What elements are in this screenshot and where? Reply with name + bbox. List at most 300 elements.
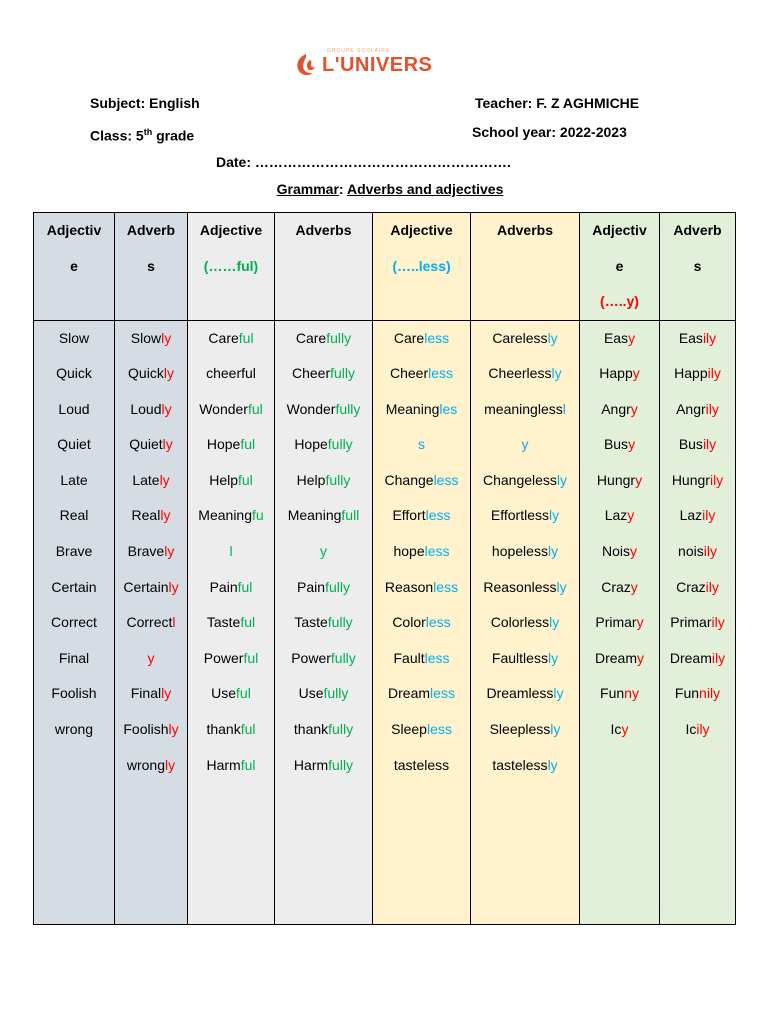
word-stem: Eas: [678, 329, 703, 346]
word-entry: [115, 605, 187, 641]
word-stem: thank: [206, 721, 241, 738]
word-suffix: ful: [240, 756, 256, 773]
word-stem: Final: [130, 685, 162, 702]
column-header-text: Adverb: [126, 222, 176, 238]
word-entry: [471, 641, 579, 677]
column-header-text: e: [615, 257, 624, 274]
word-stem: Harm: [206, 756, 241, 773]
class-prefix: Class: 5: [90, 127, 144, 144]
word-suffix: ny: [624, 685, 639, 702]
word-suffix: ful: [236, 685, 251, 702]
word-entry: [188, 356, 274, 392]
word-entry: [660, 641, 735, 677]
word-stem: Power: [291, 649, 331, 666]
word-entry: [34, 712, 114, 748]
word-suffix: y: [632, 365, 640, 382]
word-suffix: y: [628, 436, 636, 453]
word-suffix: less: [433, 578, 459, 595]
word-entry: [580, 321, 659, 357]
column-header-text: Adjectiv: [46, 222, 102, 238]
word-suffix: ful: [243, 649, 259, 666]
word-suffix: ly: [165, 756, 176, 773]
word-suffix: ful: [237, 578, 253, 595]
word-suffix: y: [521, 436, 529, 453]
word-entry: [580, 534, 659, 570]
word-suffix: ily: [707, 365, 721, 382]
word-suffix: ly: [547, 756, 558, 773]
word-entry: [275, 676, 372, 712]
word-entry: [115, 570, 187, 606]
word-stem: hope: [393, 543, 425, 560]
word-entry: [471, 356, 579, 392]
word-entry: [373, 463, 470, 499]
word-stem: tasteless: [393, 756, 450, 773]
word-suffix: ily: [705, 578, 719, 595]
word-stem: Real: [59, 507, 89, 524]
word-stem: Help: [296, 471, 326, 488]
class-suffix: grade: [152, 127, 195, 144]
word-column-6: [471, 320, 580, 925]
word-entry: [471, 570, 579, 606]
word-entry: [34, 392, 114, 428]
word-stem: Careless: [492, 329, 548, 346]
word-entry: [660, 498, 735, 534]
grammar-topic: Adverbs and adjectives: [346, 181, 504, 197]
word-entry: [34, 498, 114, 534]
class-superscript: th: [143, 127, 153, 137]
word-suffix: l: [229, 543, 233, 560]
word-entry: [115, 748, 187, 784]
word-column-3: [188, 320, 275, 925]
word-stem: Hope: [294, 436, 328, 453]
brand-name: L'UNIVERS: [322, 54, 433, 76]
word-stem: Taste: [294, 614, 328, 631]
word-suffix: y: [627, 507, 635, 524]
word-stem: Hungr: [671, 471, 710, 488]
title-colon: :: [338, 181, 347, 197]
word-stem: Nois: [601, 543, 630, 560]
word-stem: Quick: [128, 365, 164, 382]
word-stem: Correct: [126, 614, 173, 631]
word-entry: [275, 463, 372, 499]
word-stem: Slow: [130, 329, 162, 346]
word-stem: Meaning: [198, 507, 252, 524]
column-header-text: Adjective: [199, 222, 263, 238]
word-entry: [580, 427, 659, 463]
word-suffix: less: [424, 649, 450, 666]
word-entry: [660, 356, 735, 392]
word-stem: Dream: [388, 685, 431, 702]
word-suffix: fully: [328, 721, 354, 738]
word-suffix: fully: [330, 365, 356, 382]
word-suffix: ly: [161, 685, 172, 702]
word-column-4: [275, 320, 373, 925]
word-entry: [275, 641, 372, 677]
word-stem: wrong: [126, 756, 165, 773]
word-entry: [660, 321, 735, 357]
word-stem: Loud: [58, 400, 90, 417]
word-entry: [275, 712, 372, 748]
word-entry: [580, 463, 659, 499]
word-suffix: less: [425, 507, 451, 524]
flame-logo-icon: [291, 51, 321, 79]
word-suffix: fully: [323, 685, 349, 702]
word-entry: [471, 427, 579, 463]
word-stem: Reasonless: [483, 578, 557, 595]
word-stem: Harm: [293, 756, 329, 773]
column-header-text: Adverbs: [496, 222, 554, 238]
word-entry: [580, 392, 659, 428]
word-stem: Care: [393, 329, 425, 346]
word-entry: [471, 321, 579, 357]
word-entry: [275, 534, 372, 570]
column-header-text: Adverbs: [295, 222, 352, 238]
word-stem: wrong: [54, 721, 94, 738]
word-suffix: ly: [159, 471, 170, 488]
word-suffix: y: [630, 578, 638, 595]
word-stem: Brave: [55, 543, 93, 560]
word-entry: [471, 498, 579, 534]
word-suffix: full: [341, 507, 360, 524]
word-stem: Power: [203, 649, 244, 666]
word-stem: Quiet: [129, 436, 163, 453]
word-suffix: y: [628, 329, 636, 346]
word-entry: [373, 498, 470, 534]
word-suffix: less: [433, 471, 459, 488]
word-stem: Fun: [674, 685, 700, 702]
word-suffix: ly: [551, 365, 562, 382]
word-entry: [188, 463, 274, 499]
column-header-7: [580, 213, 660, 321]
word-stem: Hope: [206, 436, 241, 453]
word-entry: [34, 605, 114, 641]
word-entry: [115, 356, 187, 392]
word-stem: Certain: [51, 578, 97, 595]
word-suffix: fully: [325, 578, 350, 595]
word-stem: Ic: [610, 721, 622, 738]
word-suffix: less: [426, 721, 452, 738]
column-header-3: [188, 213, 275, 321]
word-stem: Primar: [670, 614, 712, 631]
word-suffix: y: [630, 400, 638, 417]
word-suffix: ly: [556, 471, 568, 488]
word-entry: [471, 463, 579, 499]
word-entry: [34, 641, 114, 677]
word-suffix: ly: [547, 543, 559, 560]
word-stem: Fun: [600, 685, 625, 702]
word-entry: [373, 392, 470, 428]
word-entry: [115, 498, 187, 534]
word-stem: Craz: [601, 578, 631, 595]
word-entry: [275, 605, 372, 641]
word-suffix: ful: [238, 471, 253, 488]
word-entry: [34, 427, 114, 463]
word-stem: Quiet: [57, 436, 91, 453]
word-stem: cheerful: [206, 365, 256, 382]
word-entry: [373, 427, 470, 463]
word-stem: Meaning: [385, 400, 440, 417]
word-stem: thank: [293, 721, 329, 738]
word-entry: [471, 712, 579, 748]
word-entry: [580, 498, 659, 534]
word-entry: [34, 356, 114, 392]
word-suffix: ly: [168, 578, 179, 595]
word-stem: Real: [131, 507, 161, 524]
word-suffix: less: [428, 365, 454, 382]
word-suffix: ly: [550, 721, 561, 738]
word-entry: [373, 605, 470, 641]
word-entry: [275, 498, 372, 534]
word-suffix: ly: [547, 329, 558, 346]
teacher-line: Teacher: F. Z AGHMICHE: [475, 95, 640, 111]
word-entry: [660, 392, 735, 428]
word-suffix: ly: [162, 436, 173, 453]
word-entry: [660, 427, 735, 463]
word-stem: Use: [298, 685, 324, 702]
word-column-2: [115, 320, 188, 925]
date-line: Date: ……………………………………………….: [216, 154, 511, 170]
word-suffix: ly: [549, 614, 560, 631]
word-entry: [115, 534, 187, 570]
word-stem: Primar: [595, 614, 637, 631]
grammar-title: [0, 181, 768, 197]
word-stem: Pain: [209, 578, 238, 595]
word-suffix: ly: [547, 649, 559, 666]
word-suffix: less: [430, 685, 455, 702]
word-stem: Dreamless: [486, 685, 554, 702]
word-stem: Sleep: [391, 721, 427, 738]
word-stem: Change: [384, 471, 434, 488]
column-suffix-note: (……ful): [203, 257, 259, 274]
brand-subtitle: GROUPE SCOLAIRE: [327, 48, 391, 54]
word-suffix: ly: [163, 365, 174, 382]
word-entry: [188, 712, 274, 748]
word-stem: Sleepless: [489, 721, 551, 738]
word-suffix: ly: [160, 507, 171, 524]
word-suffix: ly: [168, 721, 179, 738]
word-suffix: ly: [161, 329, 172, 346]
word-entry: [34, 534, 114, 570]
word-suffix: fully: [326, 329, 352, 346]
word-suffix: ful: [240, 436, 256, 453]
word-entry: [373, 321, 470, 357]
word-entry: [660, 605, 735, 641]
word-suffix: ly: [556, 578, 567, 595]
word-entry: [275, 570, 372, 606]
word-suffix: s: [418, 436, 425, 453]
word-suffix: fully: [325, 471, 351, 488]
word-suffix: ly: [548, 507, 560, 524]
word-suffix: ily: [702, 507, 716, 524]
word-suffix: ily: [702, 436, 717, 453]
school-year-line: School year: 2022-2023: [472, 124, 627, 140]
column-header-2: [115, 213, 188, 321]
word-entry: [373, 748, 470, 784]
word-stem: Dream: [669, 649, 712, 666]
word-entry: [471, 676, 579, 712]
word-suffix: ly: [164, 543, 175, 560]
word-entry: [373, 570, 470, 606]
word-stem: Color: [392, 614, 426, 631]
word-entry: [275, 321, 372, 357]
word-column-7: [580, 320, 660, 925]
word-entry: [115, 427, 187, 463]
word-stem: Care: [295, 329, 327, 346]
word-stem: Colorless: [490, 614, 550, 631]
word-entry: [34, 676, 114, 712]
word-suffix: l: [172, 614, 176, 631]
word-suffix: ily: [711, 649, 726, 666]
word-stem: Foolish: [123, 721, 169, 738]
word-entry: [580, 356, 659, 392]
word-suffix: y: [621, 721, 629, 738]
word-entry: [471, 605, 579, 641]
word-suffix: l: [562, 400, 566, 417]
word-stem: Dream: [594, 649, 637, 666]
word-entry: [580, 641, 659, 677]
word-stem: Meaning: [287, 507, 342, 524]
word-suffix: ily: [702, 329, 717, 346]
word-entry: [188, 321, 274, 357]
word-entry: [373, 641, 470, 677]
word-entry: [188, 748, 274, 784]
word-entry: [373, 534, 470, 570]
word-suffix: fully: [327, 436, 353, 453]
word-entry: [188, 570, 274, 606]
word-suffix: ful: [240, 721, 256, 738]
word-stem: Late: [132, 471, 160, 488]
word-suffix: ily: [705, 400, 719, 417]
word-suffix: ful: [238, 329, 254, 346]
word-entry: [373, 676, 470, 712]
word-entry: [373, 712, 470, 748]
word-suffix: y: [630, 543, 637, 560]
word-entry: [188, 498, 274, 534]
word-stem: tasteless: [492, 756, 548, 773]
subject-line: Subject: English: [90, 95, 200, 111]
word-entry: [660, 676, 735, 712]
grammar-label: Grammar: [276, 181, 339, 197]
word-entry: [275, 748, 372, 784]
column-header-8: [660, 213, 736, 321]
word-stem: Bus: [678, 436, 703, 453]
word-suffix: less: [424, 329, 450, 346]
word-entry: [471, 748, 579, 784]
column-suffix-note: (…..less): [392, 257, 451, 274]
word-stem: Ic: [685, 721, 697, 738]
word-stem: Quick: [56, 365, 92, 382]
word-stem: Changeless: [482, 471, 557, 488]
column-header-text: e: [70, 257, 78, 274]
word-entry: [188, 427, 274, 463]
word-suffix: ful: [240, 614, 256, 631]
word-entry: [188, 641, 274, 677]
word-entry: [115, 321, 187, 357]
word-entry: [660, 712, 735, 748]
word-suffix: y: [636, 614, 644, 631]
column-header-5: [373, 213, 471, 321]
word-stem: Wonder: [286, 400, 336, 417]
word-entry: [188, 605, 274, 641]
word-suffix: fully: [327, 614, 353, 631]
word-entry: [115, 641, 187, 677]
word-suffix: less: [424, 543, 450, 560]
word-stem: Fault: [393, 649, 425, 666]
column-header-4: [275, 213, 373, 321]
word-stem: nois: [678, 543, 704, 560]
word-stem: Certain: [123, 578, 169, 595]
word-stem: Angr: [601, 400, 631, 417]
word-suffix: ily: [711, 614, 725, 631]
word-stem: Laz: [604, 507, 628, 524]
word-entry: [34, 463, 114, 499]
column-header-text: Adverb: [673, 222, 722, 238]
word-suffix: ily: [709, 471, 724, 488]
word-entry: [275, 392, 372, 428]
word-stem: Laz: [679, 507, 703, 524]
word-suffix: ily: [696, 721, 710, 738]
word-entry: [580, 605, 659, 641]
word-suffix: y: [637, 649, 644, 666]
word-stem: Angr: [676, 400, 706, 417]
word-stem: Taste: [206, 614, 241, 631]
word-suffix: less: [425, 614, 451, 631]
column-suffix-note: (…..y): [600, 293, 639, 309]
word-stem: Happ: [674, 365, 708, 382]
word-stem: Use: [211, 685, 237, 702]
word-stem: Foolish: [51, 685, 97, 702]
word-stem: Eas: [603, 329, 629, 346]
word-stem: Bus: [603, 436, 629, 453]
word-stem: Happ: [599, 365, 633, 382]
word-stem: Correct: [51, 614, 97, 631]
column-header-6: [471, 213, 580, 321]
word-stem: Hungr: [596, 471, 636, 488]
column-header-text: s: [147, 257, 155, 274]
word-entry: [471, 534, 579, 570]
word-entry: [115, 392, 187, 428]
word-stem: hopeless: [491, 543, 548, 560]
word-stem: Craz: [676, 578, 706, 595]
word-stem: Brave: [127, 543, 165, 560]
word-entry: [34, 570, 114, 606]
word-suffix: ly: [553, 685, 564, 702]
word-entry: [660, 534, 735, 570]
word-stem: Care: [208, 329, 239, 346]
word-entry: [34, 321, 114, 357]
word-suffix: ful: [247, 400, 263, 417]
word-entry: [580, 570, 659, 606]
word-column-8: [660, 320, 736, 925]
word-entry: [660, 570, 735, 606]
word-entry: [115, 463, 187, 499]
word-suffix: fully: [328, 756, 354, 773]
word-suffix: y: [635, 471, 643, 488]
class-line: [90, 123, 194, 145]
word-entry: [580, 676, 659, 712]
word-entry: [471, 392, 579, 428]
word-stem: Faultless: [491, 649, 548, 666]
word-stem: Final: [58, 649, 90, 666]
word-suffix: fu: [252, 507, 264, 524]
word-entry: [115, 676, 187, 712]
word-stem: Slow: [58, 329, 90, 346]
word-stem: Pain: [297, 578, 326, 595]
column-header-text: s: [693, 257, 702, 274]
word-stem: Cheerless: [488, 365, 552, 382]
word-stem: meaningless: [484, 400, 563, 417]
adverbs-adjectives-table: [33, 212, 736, 925]
